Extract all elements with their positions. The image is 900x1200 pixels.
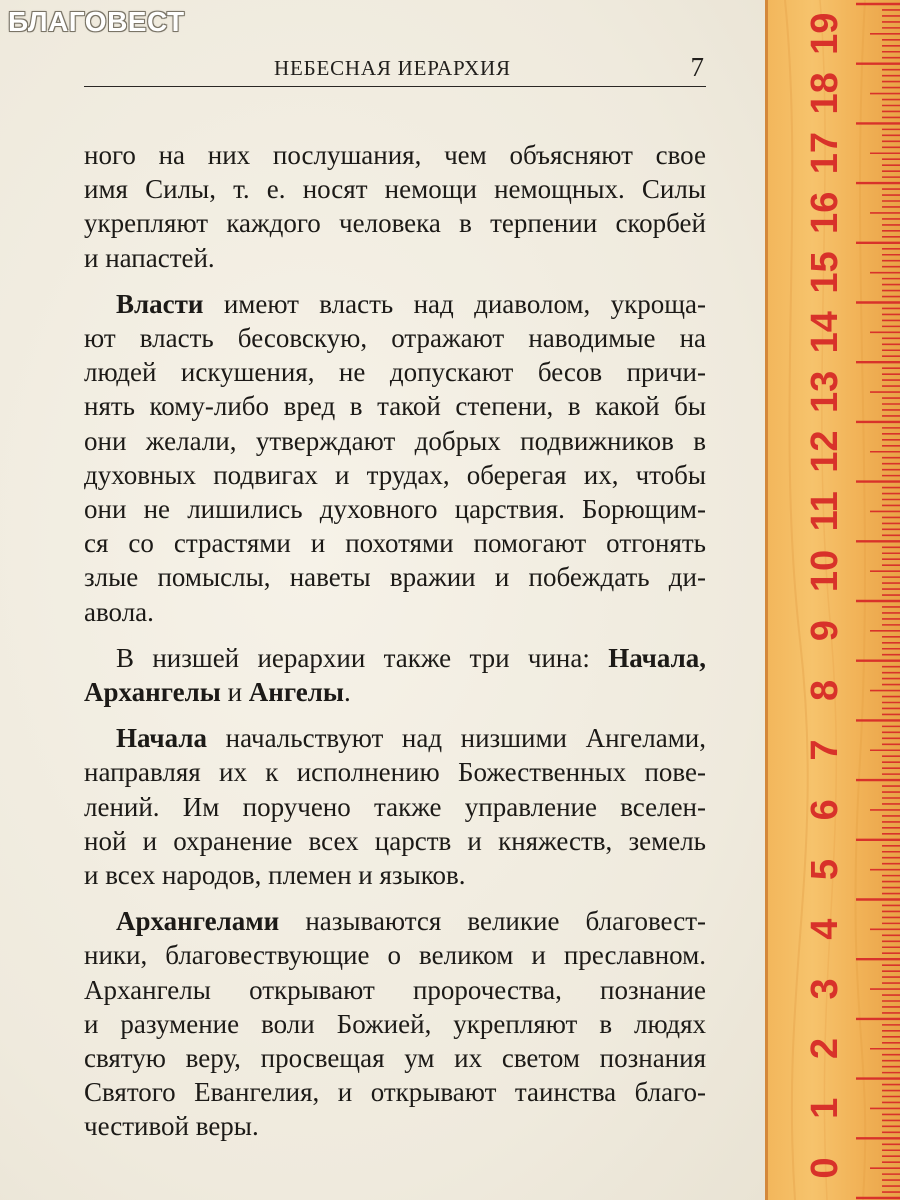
text-line: ют власть бесовскую, отражают наводимые на (84, 323, 706, 354)
text-line: они не лишились духовного царствия. Борющим- (84, 494, 706, 525)
ruler-label: 4 (804, 918, 846, 940)
header-title: НЕБЕСНАЯ ИЕРАРХИЯ (274, 56, 511, 80)
text-line: ся со страстями и похотями помогают отгонять (84, 528, 706, 559)
term-arkhangelami: Архангелами (116, 906, 280, 937)
ruler-label: 12 (804, 430, 846, 473)
paragraph-start: В низшей иерархии также три чина: Начала, (116, 642, 706, 673)
text-line: и разумение воли Божией, укрепляют в людях (84, 1008, 706, 1039)
ruler-label: 3 (804, 978, 846, 1000)
text-line: честивой веры. (84, 1111, 259, 1142)
text-line: и всех народов, племен и языков. (84, 860, 466, 891)
body-text (84, 138, 706, 1144)
ruler-label: 5 (804, 858, 846, 881)
text-line: имя Силы, т. е. носят немощи немощных. Силы (84, 174, 706, 205)
text-line: и напастей. (84, 242, 215, 273)
ruler-label: 0 (804, 1157, 846, 1179)
text-line: нять кому-либо вред в такой степени, в какой бы (84, 391, 706, 422)
ruler-label: 11 (804, 491, 846, 532)
text-line: укрепляют каждого человека в терпении скорбей (84, 208, 706, 239)
term-arkhangely: Архангелы (84, 677, 221, 708)
measuring-ruler (765, 0, 900, 1200)
ruler-label: 15 (804, 251, 846, 294)
ruler-label: 2 (804, 1038, 846, 1060)
ruler-label: 18 (804, 72, 846, 115)
ruler-label: 14 (804, 311, 846, 354)
text-line: Архангелы и Ангелы. (84, 677, 351, 708)
text-line: ной и охранение всех царств и княжеств, земель (84, 825, 706, 856)
text-line: злые помыслы, наветы вражии и побеждать ди- (84, 562, 706, 593)
ruler-label: 9 (804, 620, 846, 642)
text-line: авола. (84, 596, 154, 627)
text-line: они желали, утверждают добрых подвижников в (84, 425, 706, 456)
term-nachala-lead: Начала (116, 723, 208, 754)
text-line: лений. Им поручено также управление вселен- (84, 791, 706, 822)
ruler-label: 19 (804, 12, 846, 55)
paragraph-start: Начала начальствуют над низшими Ангелами, (116, 723, 706, 754)
text-line: духовных подвигах и трудах, оберегая их, чтобы (84, 459, 706, 490)
ruler-label: 1 (804, 1097, 846, 1119)
text-line: людей искушения, не допускают бесов причи- (84, 357, 706, 388)
running-header (84, 52, 706, 87)
text-line: ного на них послушания, чем объясняют свое (84, 140, 706, 170)
term-vlasti: Власти (116, 288, 204, 319)
page-number: 7 (690, 52, 704, 82)
ruler-label: 17 (804, 131, 846, 175)
text-line: направляя их к исполнению Божественных пове- (84, 757, 706, 788)
ruler-label: 7 (804, 739, 846, 761)
text-line: ники, благовествующие о великом и преславном. (84, 940, 706, 971)
ruler-label: 10 (804, 549, 846, 593)
watermark-logo: БЛАГОВЕСТ (8, 6, 185, 37)
ruler-scale (765, 0, 900, 1200)
text-line: Архангелы открывают пророчества, познание (84, 974, 706, 1005)
paragraph-start: Архангелами называются великие благовест- (116, 906, 706, 937)
term-angely: Ангелы (248, 677, 344, 708)
term-nachala: Начала, (608, 642, 706, 673)
text-line: Святого Евангелия, и открывают таинства благо- (84, 1077, 706, 1108)
ruler-label: 6 (804, 799, 846, 821)
ruler-label: 16 (804, 191, 846, 234)
paragraph-start: Власти имеют власть над диаволом, укроща- (116, 288, 706, 319)
ruler-label: 8 (804, 679, 846, 701)
ruler-label: 13 (804, 370, 846, 414)
text-line: святую веру, просвещая ум их светом познания (84, 1043, 706, 1074)
